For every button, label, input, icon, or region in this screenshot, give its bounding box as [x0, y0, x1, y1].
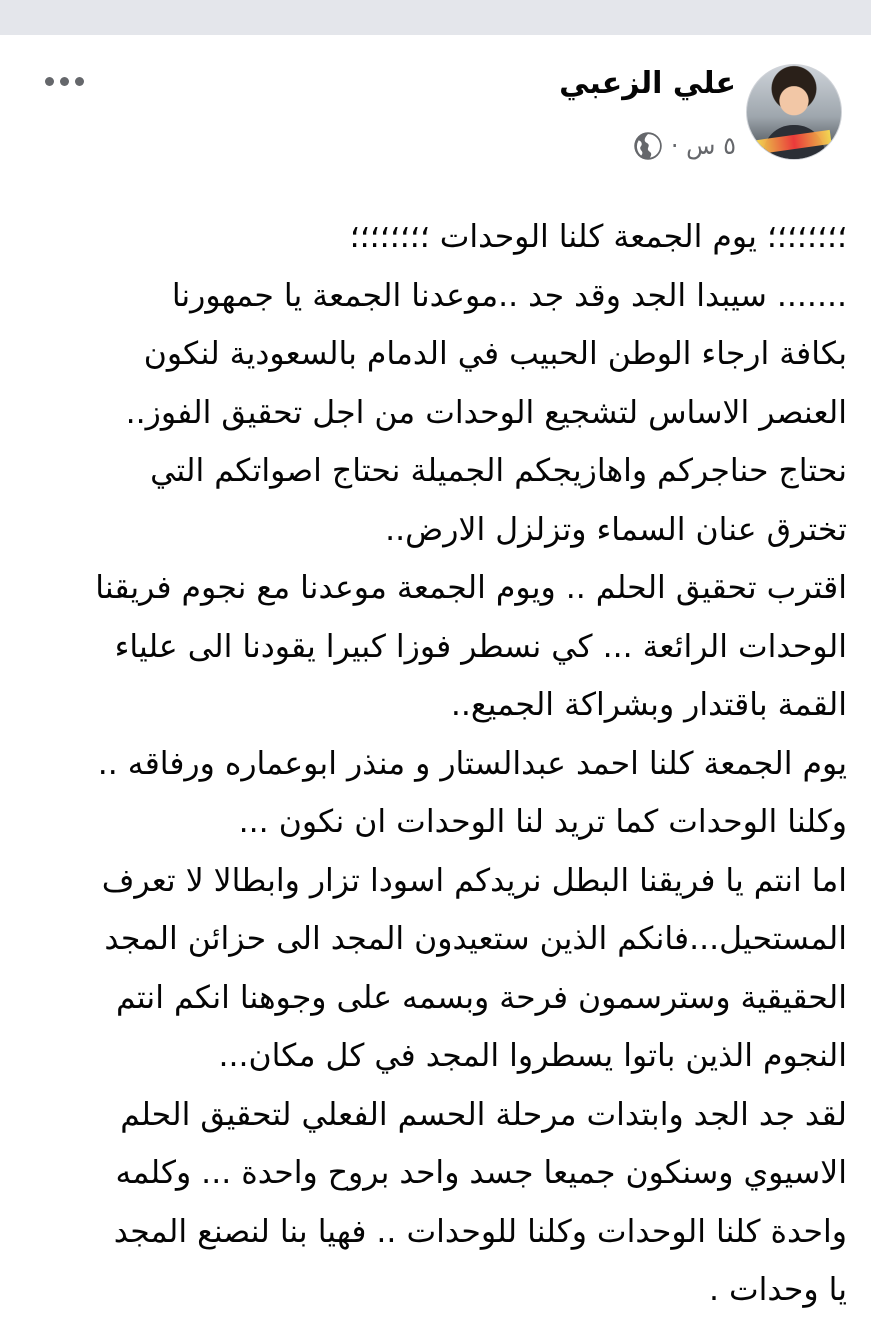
- post-body: [30, 208, 847, 1320]
- globe-icon[interactable]: [633, 131, 663, 161]
- post-line: القمة باقتدار وبشراكة الجميع..: [450, 687, 847, 723]
- post-time[interactable]: ٥ س ·: [670, 132, 736, 160]
- post-line: المستحيل...فانكم الذين ستعيدون المجد الى حزائن المجد: [104, 921, 847, 957]
- post-line: لقد جد الجد وابتدات مرحلة الحسم الفعلي لتحقيق الحلم: [120, 1096, 847, 1133]
- post-line: واحدة كلنا الوحدات وكلنا للوحدات .. فهيا بنا لنصنع المجد: [113, 1213, 847, 1250]
- post-line: نحتاج حناجركم واهازيجكم الجميلة نحتاج اصواتكم التي: [150, 453, 847, 489]
- more-options-icon: [75, 77, 84, 86]
- post-line: يوم الجمعة كلنا احمد عبدالستار و منذر ابوعماره ورفاقه ..: [97, 745, 847, 782]
- author-avatar[interactable]: [746, 64, 842, 160]
- more-options-icon: [60, 77, 69, 86]
- post-line: الحقيقية وسترسمون فرحة وبسمه على وجوهنا انكم انتم: [115, 979, 847, 1016]
- post-line: وكلنا الوحدات كما تريد لنا الوحدات ان نكون ...: [238, 804, 847, 840]
- post-line: النجوم الذين باتوا يسطروا المجد في كل مكان...: [218, 1038, 847, 1074]
- post-line: الاسيوي وسنكون جميعا جسد واحد بروح واحدة ... وكلمه: [115, 1155, 847, 1191]
- post-meta: [633, 131, 736, 161]
- top-separator: [0, 0, 871, 35]
- post-line: الوحدات الرائعة ... كي نسطر فوزا كبيرا يقودنا الى علياء: [114, 628, 847, 665]
- author-name[interactable]: علي الزعبي: [559, 66, 736, 101]
- more-options-button[interactable]: [38, 64, 90, 98]
- post-line: اما انتم يا فريقنا البطل نريدكم اسودا تزار وابطالا لا تعرف: [101, 862, 847, 899]
- post-line: ؛؛؛؛؛؛؛؛ يوم الجمعة كلنا الوحدات ؛؛؛؛؛؛؛؛: [349, 219, 847, 255]
- post-line: اقترب تحقيق الحلم .. ويوم الجمعة موعدنا مع نجوم فريقنا: [95, 570, 847, 606]
- post-line: العنصر الاساس لتشجيع الوحدات من اجل تحقيق الفوز..: [125, 394, 847, 431]
- more-options-icon: [45, 77, 54, 86]
- post-line: تخترق عنان السماء وتزلزل الارض..: [385, 511, 847, 548]
- post-line: بكافة ارجاء الوطن الحبيب في الدمام بالسعودية لنكون: [143, 336, 847, 372]
- post-line: يا وحدات .: [708, 1272, 847, 1308]
- post-line: ....... سيبدا الجد وقد جد ..موعدنا الجمعة يا جمهورنا: [171, 277, 847, 314]
